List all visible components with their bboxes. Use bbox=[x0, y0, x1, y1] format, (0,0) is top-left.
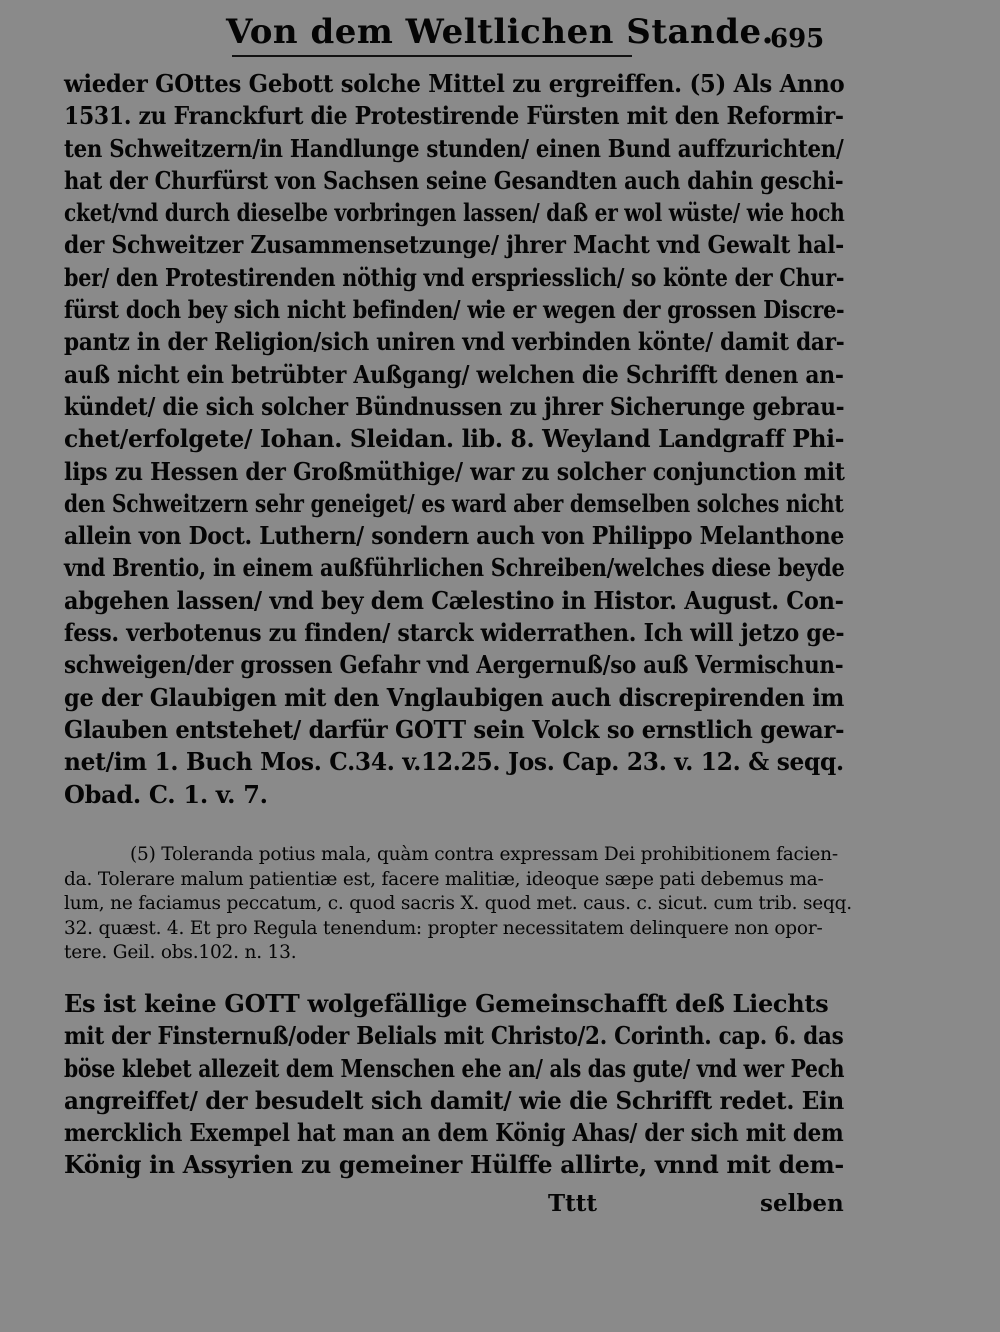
footnote-block bbox=[64, 843, 964, 966]
continuation-text-block bbox=[64, 988, 844, 1182]
footnote-line: da. Tolerare malum patientiæ est, facere malitiæ, ideoque sæpe pati debemus ma- bbox=[64, 868, 824, 890]
text-line: ge der Glaubigen mit den Vnglaubigen auch discrepirenden im bbox=[64, 682, 845, 712]
text-line: ber/ den Protestirenden nöthig vnd erspriesslich/ so könte der Chur- bbox=[64, 262, 845, 292]
text-line: kündet/ die sich solcher Bündnussen zu jhrer Sicherunge gebrau- bbox=[64, 391, 845, 421]
text-line: auß nicht ein betrübter Außgang/ welchen die Schrifft denen an- bbox=[64, 359, 844, 389]
footnote-line: tere. Geil. obs.102. n. 13. bbox=[64, 942, 297, 963]
signature-mark: Tttt bbox=[548, 1190, 597, 1217]
text-line: fess. verbotenus zu finden/ starck widerrathen. Ich will jetzo ge- bbox=[64, 618, 845, 648]
text-line: Glauben entstehet/ darfür GOTT sein Volck so ernstlich gewar- bbox=[64, 714, 845, 744]
text-line: chet/erfolgete/ Iohan. Sleidan. lib. 8. Weyland Landgraff Phi- bbox=[64, 424, 845, 454]
text-line: cket/vnd durch dieselbe vorbringen lassen/ daß er wol wüste/ wie hoch bbox=[64, 198, 845, 228]
text-line: den Schweitzern sehr geneiget/ es ward aber demselben solches nicht bbox=[64, 488, 844, 518]
text-line: angreiffet/ der besudelt sich damit/ wie die Schrifft redet. Ein bbox=[64, 1085, 844, 1115]
text-line: Es ist keine GOTT wolgefällige Gemeinschafft deß Liechts bbox=[64, 989, 829, 1018]
text-line: lips zu Hessen der Großmüthige/ war zu solcher conjunction mit bbox=[64, 456, 845, 486]
text-line: hat der Churfürst von Sachsen seine Gesandten auch dahin geschi- bbox=[64, 165, 844, 195]
text-line: allein von Doct. Luthern/ sondern auch von Philippo Melanthone bbox=[64, 521, 845, 551]
footnote-line: 32. quæst. 4. Et pro Regula tenendum: propter necessitatem delinquere non opor- bbox=[64, 917, 823, 939]
header-rule bbox=[232, 55, 632, 57]
page-number: 695 bbox=[770, 24, 825, 54]
text-line: net/im 1. Buch Mos. C.34. v.12.25. Jos. Cap. 23. v. 12. & seqq. bbox=[64, 747, 844, 777]
text-line: mercklich Exempel hat man an dem König Ahas/ der sich mit dem bbox=[64, 1118, 844, 1148]
text-line: abgehen lassen/ vnd bey dem Cælestino in Histor. August. Con- bbox=[64, 585, 844, 615]
text-line: mit der Finsternuß/oder Belials mit Christo/2. Corinth. cap. 6. das bbox=[64, 1021, 844, 1051]
text-line: pantz in der Religion/sich uniren vnd verbinden könte/ damit dar- bbox=[64, 327, 845, 357]
text-line: wieder GOttes Gebott solche Mittel zu ergreiffen. (5) Als Anno bbox=[64, 69, 845, 98]
catchword: selben bbox=[760, 1190, 844, 1217]
text-line: fürst doch bey sich nicht befinden/ wie er wegen der grossen Discre- bbox=[64, 295, 845, 325]
footnote-line: lum, ne faciamus peccatum, c. quod sacris X. quod met. caus. c. sicut. cum trib. seqq. bbox=[64, 893, 852, 914]
main-text-block bbox=[64, 68, 844, 811]
text-line: 1531. zu Franckfurt die Protestirende Fürsten mit den Reformir- bbox=[64, 101, 844, 131]
text-line: schweigen/der grossen Gefahr vnd Aergernuß/so auß Vermischun- bbox=[64, 650, 844, 680]
text-line: König in Assyrien zu gemeiner Hülffe allirte, vnnd mit dem- bbox=[64, 1150, 844, 1180]
text-line: vnd Brentio, in einem außführlichen Schreiben/welches diese beyde bbox=[64, 553, 845, 583]
running-head-title: Von dem Weltlichen Stande. bbox=[225, 12, 775, 52]
footnote-line: (5) Toleranda potius mala, quàm contra expressam Dei prohibitionem facien- bbox=[130, 844, 838, 865]
text-line: böse klebet allezeit dem Menschen ehe an/ als das gute/ vnd wer Pech bbox=[64, 1053, 845, 1083]
text-line: Obad. C. 1. v. 7. bbox=[64, 779, 268, 809]
text-line: der Schweitzer Zusammensetzunge/ jhrer Macht vnd Gewalt hal- bbox=[64, 230, 845, 260]
text-line: ten Schweitzern/in Handlunge stunden/ einen Bund auffzurichten/ bbox=[64, 133, 844, 163]
